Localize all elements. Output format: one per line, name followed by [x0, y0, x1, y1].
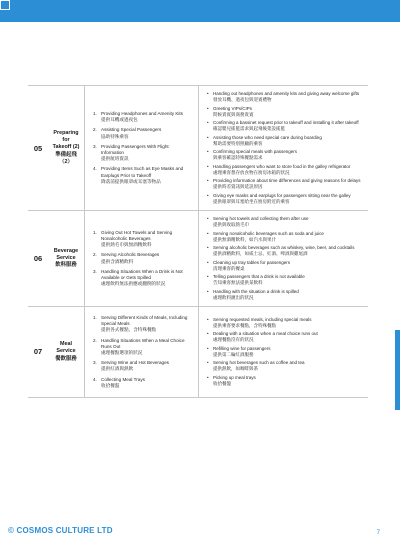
publisher-logo: © COSMOS CULTURE LTD [8, 526, 113, 535]
detail-text-en: Serving nonalcoholic beverages such as soda and juice [213, 230, 324, 236]
task-item [93, 315, 192, 334]
task-text-en: Providing Headphones and Amenity Kits [101, 111, 183, 117]
detail-text-zh: 提供乘客要求餐點，含特殊餐點 [213, 322, 276, 328]
detail-text-zh: 提供第二輪紅酒服務 [213, 351, 254, 357]
task-text-en: Serving Wine and Hot Beverages [101, 360, 169, 366]
detail-text-en: Serving requested meals, including special meals [213, 316, 312, 322]
detail-item [207, 231, 362, 243]
detail-list [199, 86, 368, 210]
detail-text-en: Cleaning up tray tables for passengers [213, 259, 291, 265]
detail-item [207, 331, 362, 343]
detail-text-zh: 收拾餐盤 [213, 380, 231, 386]
unit-title-line: 準備起飛（2） [55, 151, 77, 165]
task-text-zh: 處理餐點選項的狀況 [101, 349, 143, 355]
detail-text-zh: 處理乘客想存放食物在廚房冰箱的狀況 [213, 169, 290, 175]
task-text-en: Collecting Meal Trays [101, 376, 145, 382]
top-banner [0, 0, 400, 22]
detail-text-zh: 提供時差資訊與延誤原因 [213, 184, 263, 190]
bullet-icon: • [207, 374, 209, 380]
detail-item [207, 375, 362, 387]
detail-item [207, 260, 362, 272]
bullet-icon: • [207, 105, 209, 111]
task-text-en: Providing Passengers With Flight Information [101, 143, 169, 155]
bullet-icon: • [207, 134, 209, 140]
task-item [93, 230, 192, 249]
detail-text-en: Serving alcoholic beverages such as whiskey, wine, beer, and cocktails [213, 245, 355, 251]
bullet-icon: • [207, 178, 209, 184]
task-index: 2. [93, 252, 97, 258]
side-tab [395, 330, 400, 410]
task-list [84, 307, 199, 397]
task-item [93, 360, 192, 372]
detail-item [207, 289, 362, 301]
bullet-icon: • [207, 163, 209, 169]
detail-text-en: Dealing with a situation when a meal choice runs out [213, 331, 318, 337]
task-list [84, 86, 199, 210]
bullet-icon: • [207, 91, 209, 97]
unit-title [48, 211, 84, 306]
task-text-en: Providing Items Such as Eye Masks and Earplugs Prior to Takeoff [101, 166, 184, 178]
detail-item [207, 178, 362, 190]
detail-text-en: Handing out headphones and amenity kits and giving away welcome gifts [213, 91, 360, 97]
task-text-zh: 處理飲料無法供應或翻倒的狀況 [101, 281, 166, 287]
task-item [93, 111, 192, 123]
bullet-icon: • [207, 230, 209, 236]
task-text-zh: 降落前提供眼罩或耳塞等物品 [101, 178, 161, 184]
detail-text-en: Telling passengers that a drink is not available [213, 274, 305, 280]
task-item [93, 127, 192, 139]
task-index: 4. [93, 376, 97, 382]
task-list [84, 211, 199, 306]
task-text-zh: 收拾餐盤 [101, 382, 120, 388]
detail-item [207, 245, 362, 257]
detail-item [207, 106, 362, 118]
detail-item [207, 346, 362, 358]
detail-text-en: Confirming a bassinet request prior to takeoff and installing it after takeoff [213, 120, 359, 126]
bullet-icon: • [207, 316, 209, 322]
task-item [93, 338, 192, 357]
task-text-zh: 提供航班資訊 [101, 156, 129, 162]
detail-item [207, 135, 362, 147]
detail-text-zh: 與乘客確認特殊餐點需求 [213, 155, 263, 161]
detail-text-en: Giving eye masks and earplugs for passengers sitting near the galley [213, 192, 351, 198]
bullet-icon: • [207, 360, 209, 366]
task-index: 1. [93, 229, 97, 235]
task-text-zh: 協助特殊乘客 [101, 133, 129, 139]
table-row [28, 306, 368, 398]
detail-item [207, 91, 362, 103]
detail-text-en: Picking up meal trays [213, 374, 256, 380]
task-index: 3. [93, 268, 97, 274]
detail-text-zh: 提供酒精飲料，如威士忌、紅酒、啤酒與雞尾酒 [213, 251, 308, 257]
bullet-icon: • [207, 345, 209, 351]
detail-text-zh: 提供眼罩與耳塞給坐在廚房附近的乘客 [213, 198, 290, 204]
task-text-zh: 提供耳機或過夜包 [101, 117, 138, 123]
task-item [93, 377, 192, 389]
unit-number: 06 [33, 254, 43, 263]
task-text-en: Handling Situations When a Meal Choice Runs Out [101, 337, 185, 349]
detail-text-zh: 提供熱飲，如咖啡與茶 [213, 366, 258, 372]
corner-mark [0, 0, 10, 10]
task-index: 2. [93, 127, 97, 133]
detail-text-en: Greeting VIPs/CIPs [213, 105, 253, 111]
detail-text-en: Assisting those who need special care during boarding [213, 134, 322, 140]
detail-text-zh: 提供無酒精飲料，如汽水與果汁 [213, 236, 276, 242]
bullet-icon: • [207, 120, 209, 126]
unit-title-line: Meal Service [56, 340, 76, 355]
table-row [28, 210, 368, 306]
detail-text-en: Serving hot towels and collecting them after use [213, 216, 309, 222]
unit-number: 05 [33, 143, 43, 153]
unit-title-line: Preparing for [53, 129, 79, 144]
task-item [93, 166, 192, 185]
curriculum-table [28, 85, 368, 398]
detail-text-en: Handling passengers who want to store food in the galley refrigerator [213, 163, 351, 169]
task-index: 4. [93, 166, 97, 172]
task-item [93, 269, 192, 288]
unit-title-line: Takeoff (2) [52, 144, 80, 151]
bullet-icon: • [207, 259, 209, 265]
detail-text-zh: 問候貴賓與商務貴賓 [213, 111, 254, 117]
bullet-icon: • [207, 274, 209, 280]
detail-text-en: Refilling wine for passengers [213, 345, 271, 351]
detail-list [199, 307, 368, 397]
bullet-icon: • [207, 216, 209, 222]
detail-text-en: Confirming special meals with passengers [213, 149, 298, 155]
task-text-en: Serving Different Kinds of Meals, Including Special Meals [101, 315, 188, 327]
task-text-en: Serving Alcoholic Beverages [101, 252, 160, 258]
task-text-en: Handling Situations When a Drink is Not Available or Gets Spilled [101, 268, 183, 280]
detail-text-zh: 提供與收取熱毛巾 [213, 222, 249, 228]
detail-text-zh: 告知乘客無法提供某飲料 [213, 280, 263, 286]
unit-title-line: 餐飲服務 [55, 355, 77, 362]
page-number: 7 [376, 530, 380, 536]
detail-text-zh: 確認嬰兒搖籃需求與起飛後架設搖籃 [213, 126, 285, 132]
bullet-icon: • [207, 245, 209, 251]
task-index: 3. [93, 143, 97, 149]
detail-item [207, 274, 362, 286]
detail-text-zh: 處理餐點沒有的狀況 [213, 337, 254, 343]
task-index: 1. [93, 111, 97, 117]
bullet-icon: • [207, 149, 209, 155]
bullet-icon: • [207, 288, 209, 294]
detail-item [207, 149, 362, 161]
task-index: 3. [93, 360, 97, 366]
detail-text-zh: 處理飲料灑出的狀況 [213, 294, 254, 300]
task-text-en: Assisting Special Passengers [101, 127, 162, 133]
table-row [28, 85, 368, 210]
task-index: 2. [93, 337, 97, 343]
task-text-zh: 提供熱毛巾與無酒精飲料 [101, 242, 152, 248]
detail-item [207, 317, 362, 329]
task-text-zh: 提供各式餐點，含特殊餐點 [101, 327, 157, 333]
detail-item [207, 360, 362, 372]
bullet-icon: • [207, 331, 209, 337]
detail-text-zh: 清理乘客的餐桌 [213, 265, 245, 271]
unit-title [48, 307, 84, 397]
task-text-zh: 提供含酒精飲料 [101, 258, 134, 264]
detail-text-en: Handling with the situation a drink is spilled [213, 288, 299, 294]
unit-title-line: Beverage [53, 247, 79, 254]
detail-item [207, 120, 362, 132]
detail-item [207, 193, 362, 205]
task-item [93, 252, 192, 264]
unit-title-line: 飲料服務 [55, 262, 77, 269]
detail-text-en: Providing information about time differences and giving reasons for delays [213, 178, 361, 184]
detail-text-zh: 幫助需要特別照顧的乘客 [213, 140, 263, 146]
bullet-icon: • [207, 192, 209, 198]
detail-text-zh: 發放耳機、過夜包與迎賓禮物 [213, 97, 272, 103]
unit-title [48, 86, 84, 210]
detail-item [207, 216, 362, 228]
task-index: 1. [93, 315, 97, 320]
task-text-en: Giving Out Hot Towels and Serving Nonalcoholic Beverages [101, 229, 173, 241]
unit-title-line: Service [56, 254, 76, 261]
task-item [93, 144, 192, 163]
detail-item [207, 164, 362, 176]
detail-text-en: Serving hot beverages such as coffee and tea [213, 360, 305, 366]
detail-list [199, 211, 368, 306]
task-text-zh: 提供紅酒與熱飲 [101, 366, 134, 372]
unit-number: 07 [33, 347, 43, 357]
